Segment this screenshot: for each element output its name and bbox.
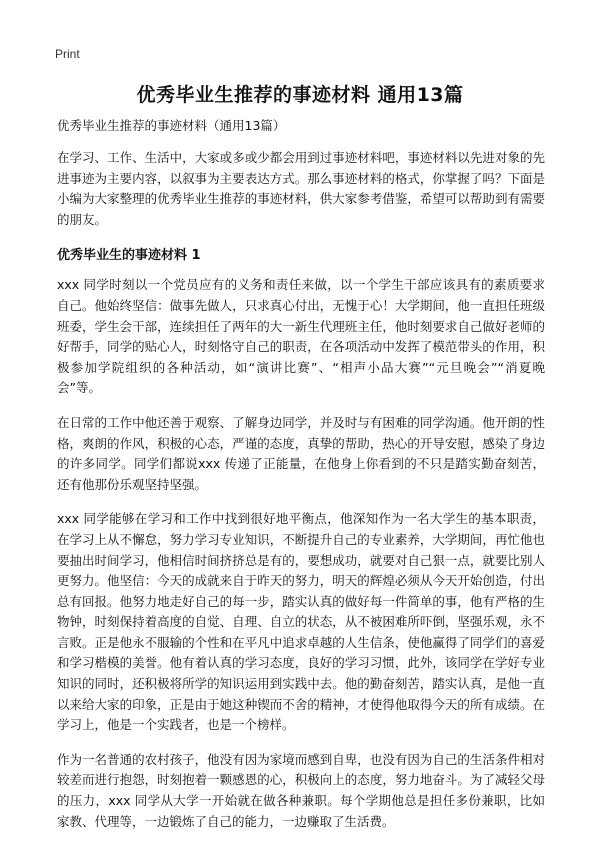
body-paragraph-4: 作为一名普通的农村孩子，他没有因为家境而感到自卑，也没有因为自己的生活条件相对较差而进行抱怨，时刻抱着一颗感恩的心，积极向上的态度，努力地奋斗。为了减轻父母的压力，xxx 同学从大学一开始就在做各种兼职。每个学期他总是担任多份兼职，比如家教、代理等，一边锻炼了自己的能力，一边赚取了生活费。 [57, 751, 545, 829]
intro-paragraph: 在学习、工作、生活中，大家或多或少都会用到过事迹材料吧，事迹材料以先进对象的先进事迹为主要内容，以叙事为主要表达方式。那么事迹材料的格式，你掌握了吗？下面是小编为大家整理的优秀毕业生推荐的事迹材料，供大家参考借鉴，希望可以帮助到有需要的朋友。 [57, 150, 545, 227]
document-body [57, 116, 545, 846]
section-heading: 优秀毕业生的事迹材料 1 [57, 248, 201, 264]
body-paragraph-3: xxx 同学能够在学习和工作中找到很好地平衡点，他深知作为一名大学生的基本职责，在学习上从不懈怠，努力学习专业知识，不断提升自己的专业素养，大学期间，再忙他也要抽出时间学习，他相信时间挤挤总是有的，要想成功，就要对自己狠一点，就要比别人更努力。他坚信：今天的成就来自于昨天的努力，明天的辉煌必须从今天开始创造，付出总有回报。他努力地走好自己的每一步，踏实认真的做好每一件简单的事，他有严格的生物钟，时刻保持着高度的自觉、自理、自立的状态，从不被困难所吓倒，坚强乐观，永不言败。正是他永不服输的个性和在平凡中追求卓越的人生信条，使他赢得了同学们的喜爱和学习楷模的美誉。他有着认真的学习态度，良好的学习习惯，此外，该同学在学好专业知识的同时，还积极将所学的知识运用到实践中去。他的勤奋刻苦，踏实认真，是他一直以来给大家的印象，正是由于她这种锲而不舍的精神，才使得他取得今天的所有成绩。在学习上，他是一个实践者，也是一个榜样。 [57, 511, 545, 733]
document-title: 优秀毕业生推荐的事迹材料 通用13篇 [136, 84, 464, 106]
body-paragraph-1: xxx 同学时刻以一个党员应有的义务和责任来做，以一个学生干部应该具有的素质要求自己。他始终坚信：做事先做人，只求真心付出，无愧于心！大学期间，他一直担任班级班委，学生会干部，连续担任了两年的大一新生代理班主任，他时刻要求自己做好老师的好帮手，同学的贴心人，时刻恪守自己的职责，在各项活动中发挥了模范带头的作用，积极参加学院组织的各种活动，如“演讲比赛”、“相声小品大赛”“元旦晚会”“消夏晚会”等。 [57, 277, 545, 396]
print-label: Print [55, 47, 80, 61]
document-subtitle: 优秀毕业生推荐的事迹材料（通用13篇） [57, 118, 286, 133]
body-paragraph-2: 在日常的工作中他还善于观察、了解身边同学，并及时与有困难的同学沟通。他开朗的性格，爽朗的作风，积极的心态，严谨的态度，真挚的帮助，热心的开导安慰，感染了身边的许多同学。同学们都说xxx 传递了正能量，在他身上你看到的不只是踏实勤奋刻苦，还有他那份乐观坚持坚强。 [57, 414, 545, 492]
